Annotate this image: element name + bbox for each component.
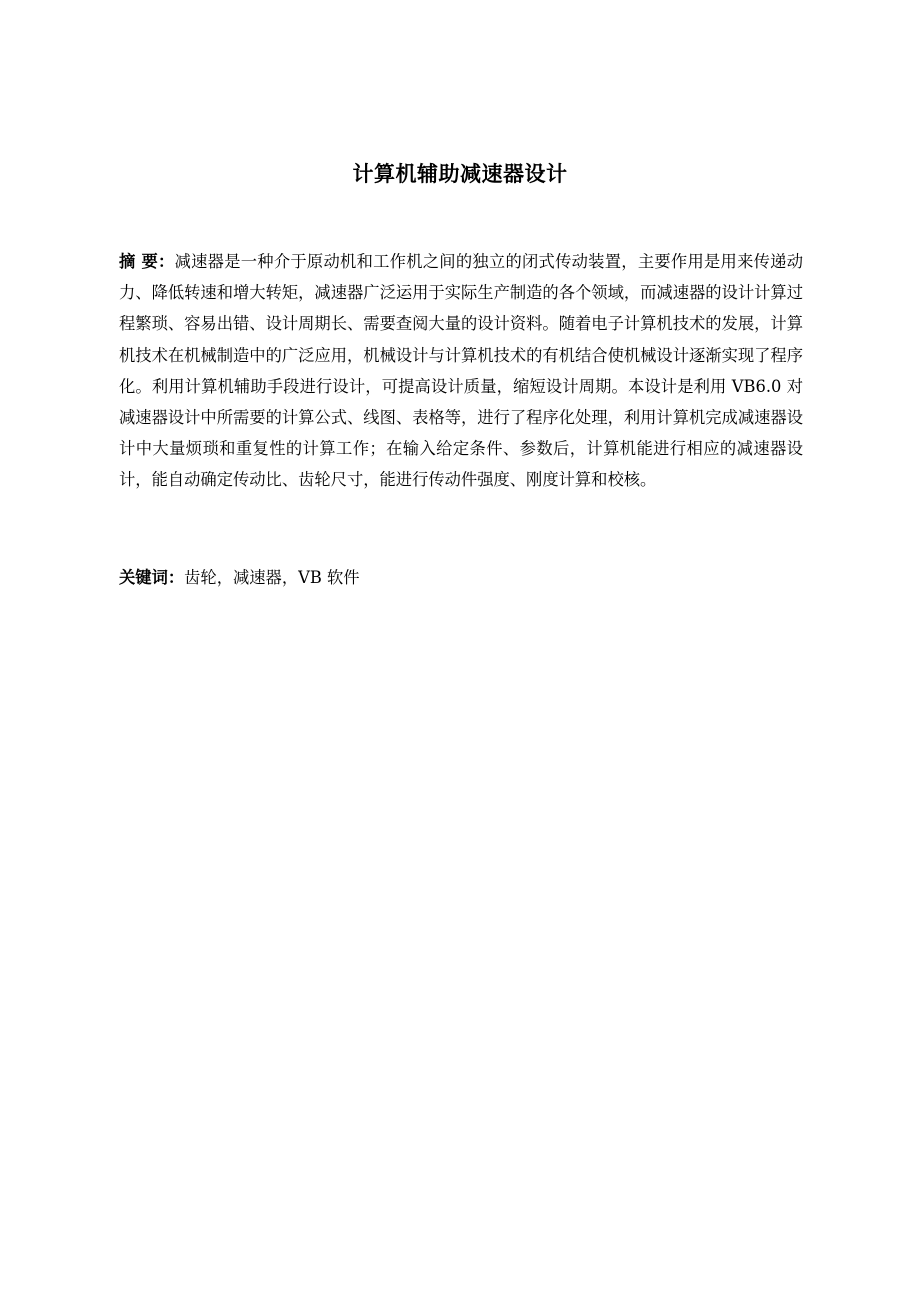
keywords-text: 齿轮，减速器，VB 软件 [184,568,360,587]
document-title: 计算机辅助减速器设计 [352,162,568,186]
keywords-line [119,562,803,593]
abstract-paragraph [119,246,803,496]
abstract-label: 摘 要： [119,252,175,271]
abstract-text: 减速器是一种介于原动机和工作机之间的独立的闭式传动装置，主要作用是用来传递动力、降低转速和增大转矩，减速器广泛运用于实际生产制造的各个领域，而减速器的设计计算过程繁琐、容易出错、设计周期长、需要查阅大量的设计资料。随着电子计算机技术的发展，计算机技术在机械制造中的广泛应用，机械设计与计算机技术的有机结合使机械设计逐渐实现了程序化。利用计算机辅助手段进行设计，可提高设计质量，缩短设计周期。本设计是利用 VB6.0 对减速器设计中所需要的计算公式、线图、表格等，进行了程序化处理，利用计算机完成减速器设计中大量烦琐和重复性的计算工作；在输入给定条件、参数后，计算机能进行相应的减速器设计，能自动确定传动比、齿轮尺寸，能进行传动件强度、刚度计算和校核。 [119,252,803,490]
keywords-label: 关键词： [119,568,185,587]
